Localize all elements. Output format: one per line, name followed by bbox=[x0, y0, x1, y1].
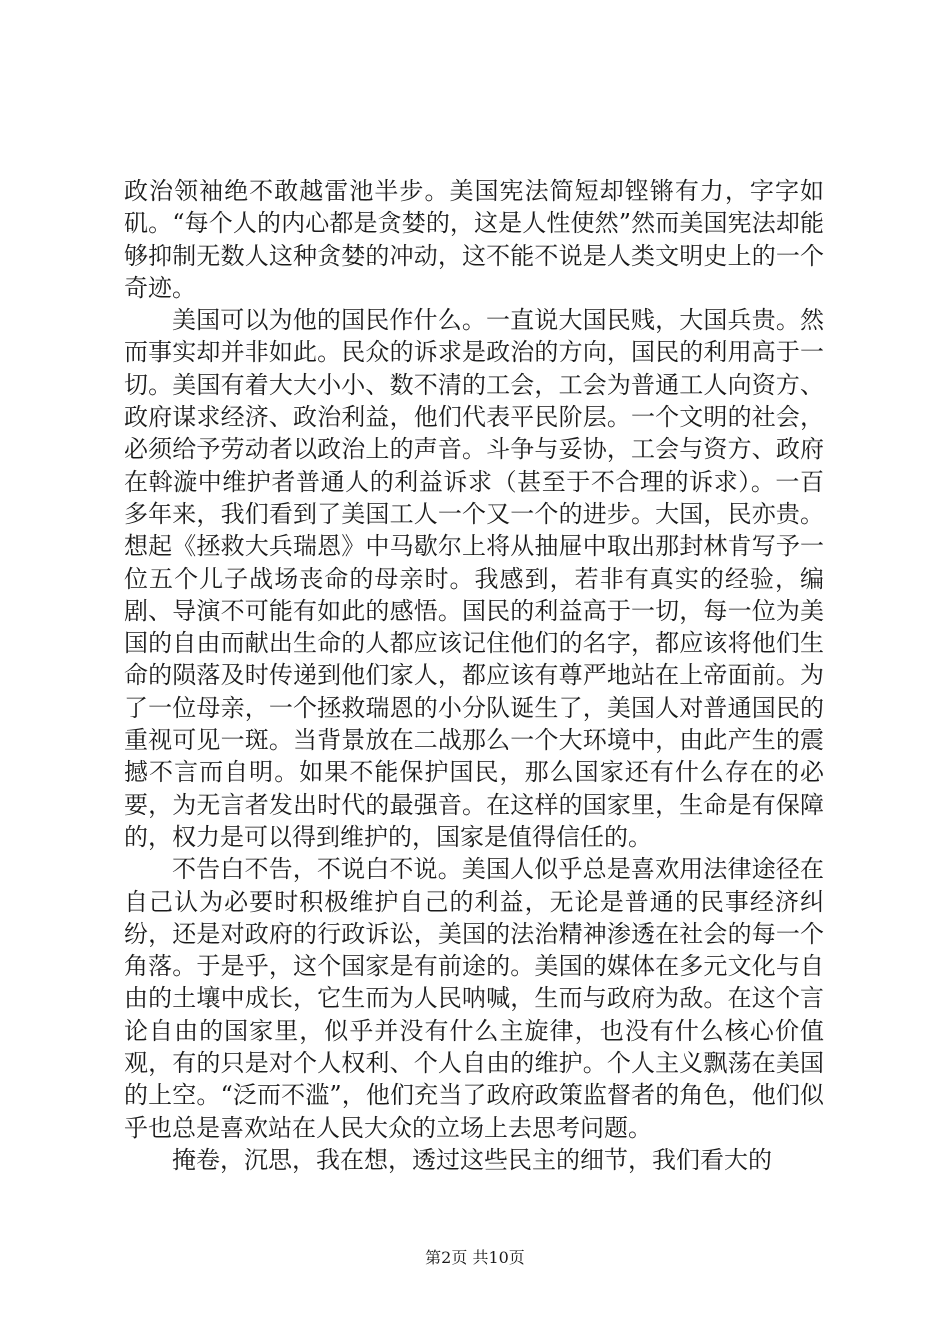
body-text bbox=[124, 175, 824, 1176]
paragraph: 不告白不告，不说白不说。美国人似乎总是喜欢用法律途径在自己认为必要时积极维护自己的利益，无论是普通的民事经济纠纷，还是对政府的行政诉讼，美国的法治精神渗透在社会的每一个角落。于是乎，这个国家是有前途的。美国的媒体在多元文化与自由的土壤中成长，它生而为人民呐喊，生而与政府为敌。在这个言论自由的国家里，似乎并没有什么主旋律，也没有什么核心价值观，有的只是对个人权利、个人自由的维护。个人主义飘荡在美国的上空。“泛而不滥”，他们充当了政府政策监督者的角色，他们似乎也总是喜欢站在人民大众的立场上去思考问题。 bbox=[124, 855, 824, 1142]
paragraph-continuation: 政治领袖绝不敢越雷池半步。美国宪法简短却铿锵有力，字字如矶。“每个人的内心都是贪婪的，这是人性使然”然而美国宪法却能够抑制无数人这种贪婪的冲动，这不能不说是人类文明史上的一个奇迹。 bbox=[124, 177, 824, 302]
page-footer: 第2页 共10页 bbox=[425, 1248, 525, 1267]
paragraph: 掩卷，沉思，我在想，透过这些民主的细节，我们看大的 bbox=[172, 1145, 772, 1174]
paragraph: 美国可以为他的国民作什么。一直说大国民贱，大国兵贵。然而事实却并非如此。民众的诉求是政治的方向，国民的利用高于一切。美国有着大大小小、数不清的工会，工会为普通工人向资方、政府谋求经济、政治利益，他们代表平民阶层。一个文明的社会，必须给予劳动者以政治上的声音。斗争与妥协，工会与资方、政府在斡漩中维护者普通人的利益诉求（甚至于不合理的诉求）。一百多年来，我们看到了美国工人一个又一个的进步。大国，民亦贵。想起《拯救大兵瑞恩》中马歇尔上将从抽屉中取出那封林肯写予一位五个儿子战场丧命的母亲时。我感到，若非有真实的经验，编剧、导演不可能有如此的感悟。国民的利益高于一切，每一位为美国的自由而献出生命的人都应该记住他们的名字，都应该将他们生命的陨落及时传递到他们家人，都应该有尊严地站在上帝面前。为了一位母亲，一个拯救瑞恩的小分队诞生了，美国人对普通国民的重视可见一斑。当背景放在二战那么一个大环境中，由此产生的震撼不言而自明。如果不能保护国民，那么国家还有什么存在的必要，为无言者发出时代的最强音。在这样的国家里，生命是有保障的，权力是可以得到维护的，国家是值得信任的。 bbox=[124, 306, 824, 851]
